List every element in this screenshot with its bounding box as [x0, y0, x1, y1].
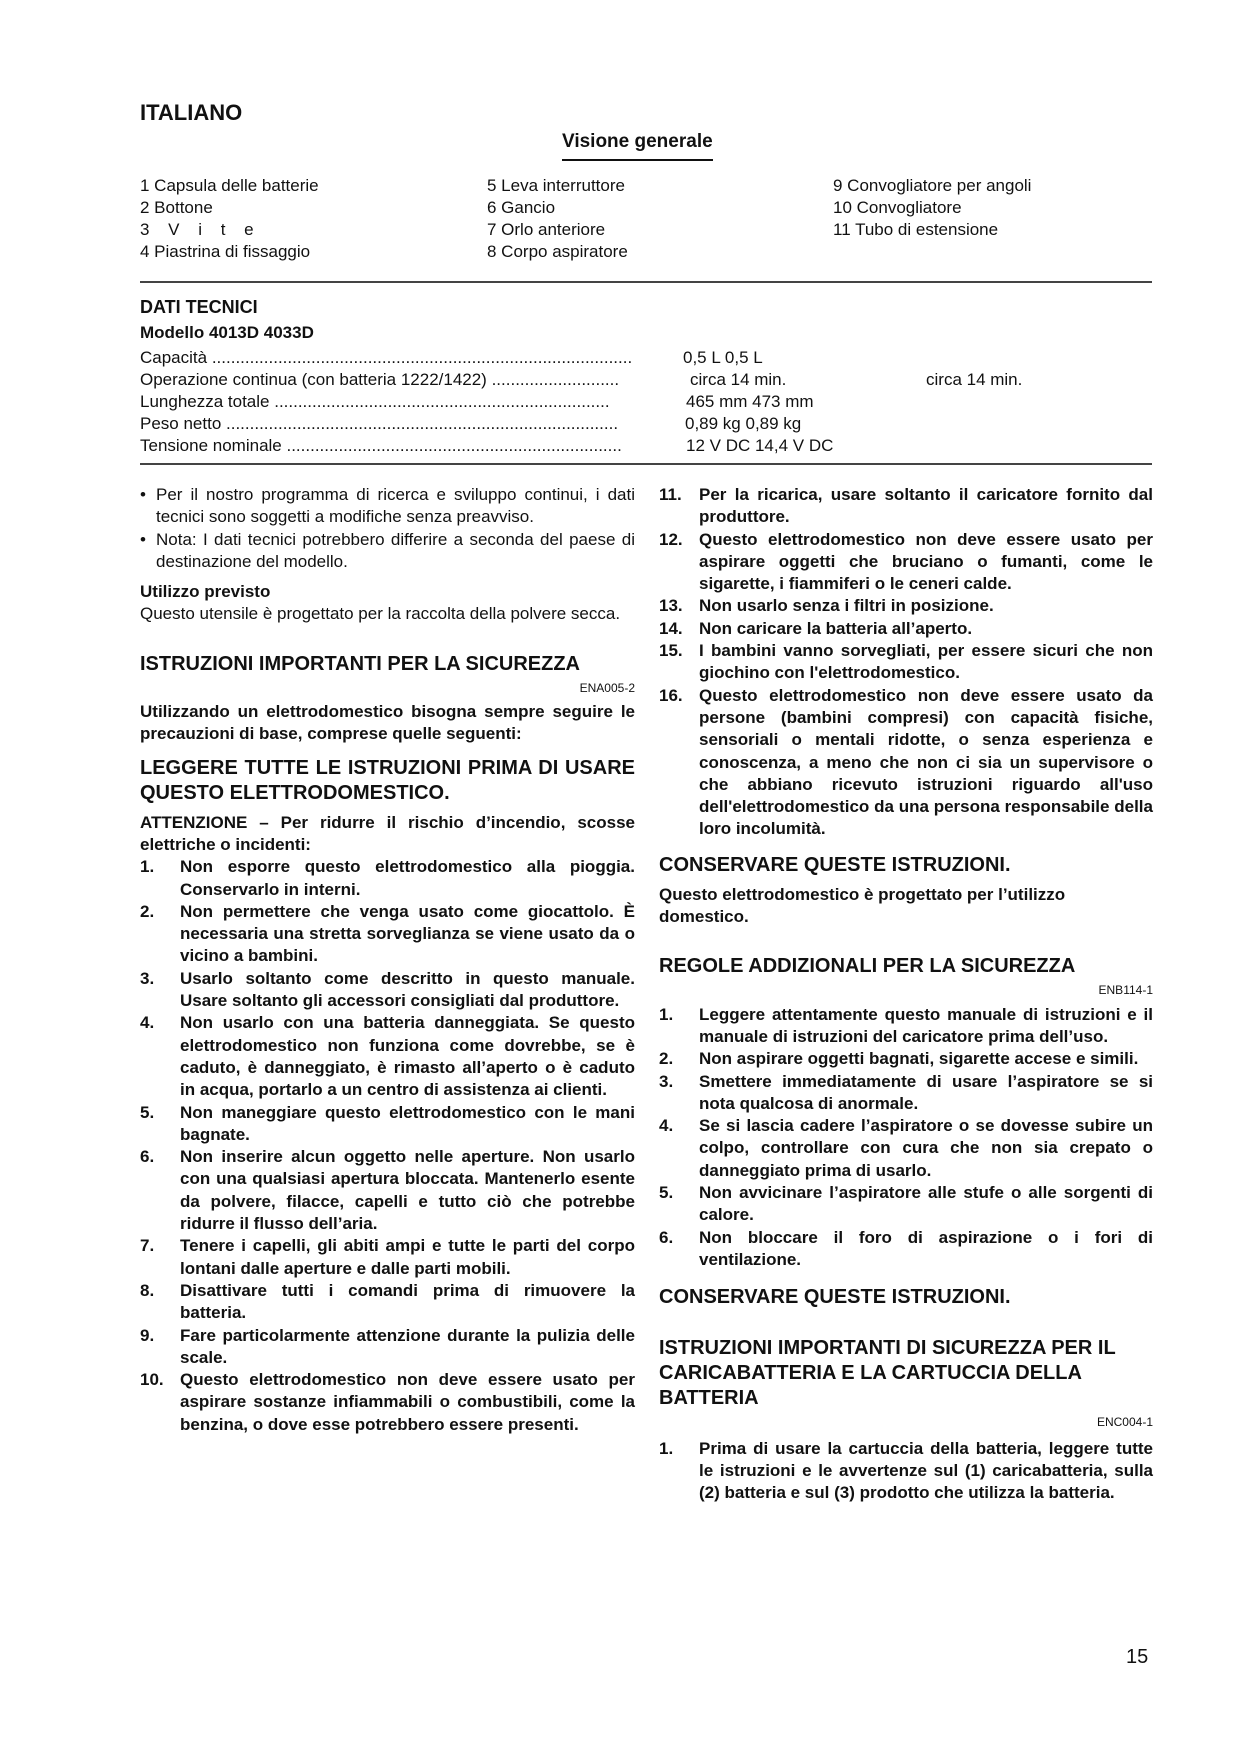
spec-row: Peso netto ................................................................................... 0,89 kg 0,89 kg [140, 414, 802, 433]
list-item: 4. Non usarlo con una batteria danneggiata. Se questo elettrodomestico non funziona come dovrebbe, se è caduto, è danneggiato, è rimasto all’aperto o è caduto in acqua, portarlo a un centro di assistenza ai clienti. [140, 1013, 635, 1100]
part-item: 1 Capsula delle batterie [140, 176, 319, 195]
charger-safety-code: ENC004-1 [1096, 1415, 1153, 1430]
spec-label: Peso netto [140, 414, 227, 433]
part-item: 2 Bottone [140, 198, 213, 217]
part-item: 3 V i t e [140, 220, 254, 239]
list-item: 3. Usarlo soltanto come descritto in questo manuale. Usare soltanto gli accessori consigliati dal produttore. [140, 968, 635, 1011]
right-column [659, 484, 1153, 1504]
safety-title: ISTRUZIONI IMPORTANTI PER LA SICUREZZA [140, 652, 580, 675]
list-item: 9. Fare particolarmente attenzione durante la pulizia delle scale. [140, 1325, 635, 1367]
spec-row: Tensione nominale ....................................................................... 12 V DC 14,4 V DC [140, 436, 834, 455]
list-item: 14. Non caricare la batteria all’aperto. [659, 618, 973, 638]
warning-text: ATTENZIONE – Per ridurre il rischio d’incendio, scosse elettriche o incidenti: [140, 812, 635, 854]
spec-note: • Per il nostro programma di ricerca e sviluppo continui, i dati tecnici sono soggetti a modifiche senza preavviso. [140, 484, 635, 529]
list-item: 10. Questo elettrodomestico non deve essere usato per aspirare sostanze infiammabili o combustibili, come la benzina, o dove esse potrebbero essere presenti. [140, 1370, 635, 1434]
additional-rules-title: REGOLE ADDIZIONALI PER LA SICUREZZA [659, 955, 1076, 978]
spec-label: Lunghezza totale [140, 392, 275, 411]
intended-use-text: Questo utensile è progettato per la raccolta della polvere secca. [140, 604, 621, 624]
read-all-heading: LEGGERE TUTTE LE ISTRUZIONI PRIMA DI USARE QUESTO ELETTRODOMESTICO. [140, 756, 635, 804]
language-heading: ITALIANO [140, 100, 243, 125]
part-item: 6 Gancio [487, 198, 556, 217]
safety-intro: Utilizzando un elettrodomestico bisogna sempre seguire le precauzioni di base, comprese quelle seguenti: [140, 702, 635, 744]
specs-title: DATI TECNICI [140, 297, 258, 317]
spec-label: Operazione continua (con batteria 1222/1422) [140, 370, 492, 389]
spec-value: 0,89 kg 0,89 kg [685, 414, 802, 433]
part-item: 7 Orlo anteriore [487, 220, 606, 239]
list-item: 6. Non inserire alcun oggetto nelle aperture. Non usarlo con una qualsiasi apertura bloccata. Mantenerlo esente da polvere, filacce, capelli e tutto ciò che potrebbe ridurre il flusso dell’aria. [140, 1147, 635, 1234]
overview-title: Visione generale [562, 131, 713, 161]
list-item: 5. Non avvicinare l’aspiratore alle stufe o alle sorgenti di calore. [659, 1183, 1153, 1225]
part-item: 9 Convogliatore per angoli [833, 176, 1032, 195]
divider [140, 281, 1152, 283]
parts-list-col2 [487, 175, 628, 263]
list-item: 2. Non aspirare oggetti bagnati, sigarette accese e simili. [659, 1049, 1139, 1069]
list-item: 7. Tenere i capelli, gli abiti ampi e tutte le parti del corpo lontani dalle aperture e dalle parti mobili. [140, 1236, 635, 1278]
part-item: 5 Leva interruttore [487, 176, 625, 195]
list-item: 3. Smettere immediatamente di usare l’aspiratore se si nota qualcosa di anormale. [659, 1071, 1153, 1113]
spec-row: Lunghezza totale ....................................................................... 465 mm 473 mm [140, 392, 814, 411]
safety-list-continued [659, 484, 1153, 841]
spec-value: circa 14 min. [690, 370, 787, 389]
list-item: 13. Non usarlo senza i filtri in posizione. [659, 596, 994, 616]
left-column [140, 484, 635, 1436]
spec-note: • Nota: I dati tecnici potrebbero differire a seconda del paese di destinazione del modello. [140, 529, 635, 574]
spec-row: Capacità ......................................................................................... 0,5 L 0,5 L [140, 348, 763, 367]
list-item: 1. Leggere attentamente questo manuale di istruzioni e il manuale di istruzioni del caricatore prima dell’uso. [659, 1004, 1153, 1046]
list-item: 1. Non esporre questo elettrodomestico alla pioggia. Conservarlo in interni. [140, 857, 635, 899]
part-item: 10 Convogliatore [833, 198, 962, 217]
spec-value: 12 V DC 14,4 V DC [686, 436, 834, 455]
save-instructions-heading: CONSERVARE QUESTE ISTRUZIONI. [659, 1286, 1011, 1309]
intended-use-title: Utilizzo previsto [140, 582, 271, 602]
spec-value: 0,5 L 0,5 L [683, 348, 763, 367]
spec-extra: circa 14 min. [926, 370, 1023, 389]
divider [140, 463, 1152, 465]
page-number: 15 [1126, 1646, 1149, 1668]
spec-label: Tensione nominale [140, 436, 287, 455]
additional-rules-code: ENB114-1 [1098, 983, 1153, 998]
list-item: 2. Non permettere che venga usato come giocattolo. È necessaria una stretta sorveglianza se viene usato da o vicino a bambini. [140, 901, 635, 966]
list-item: 4. Se si lascia cadere l’aspiratore o se dovesse subire un colpo, controllare con cura che non sia crepato o danneggiato prima di usarlo. [659, 1116, 1153, 1180]
list-item: 6. Non bloccare il foro di aspirazione o i fori di ventilazione. [659, 1227, 1153, 1269]
spec-value: 465 mm 473 mm [686, 392, 814, 411]
parts-list-col3 [833, 175, 1031, 241]
save-instructions-heading: CONSERVARE QUESTE ISTRUZIONI. [659, 853, 1011, 876]
charger-safety-list [659, 1438, 1153, 1505]
spec-row: Operazione continua (con batteria 1222/1422) ........................... circa 14 min. circa 14 min. [140, 370, 1023, 389]
list-item: 12. Questo elettrodomestico non deve essere usato per aspirare oggetti che bruciano o fumanti, come le sigarette, i fiammiferi o le ceneri calde. [659, 529, 1153, 594]
charger-safety-title: ISTRUZIONI IMPORTANTI DI SICUREZZA PER IL CARICABATTERIA E LA CARTUCCIA DELLA BATTERIA [659, 1337, 1116, 1410]
additional-rules-list [659, 1004, 1153, 1272]
list-item: 16. Questo elettrodomestico non deve essere usato da persone (bambini compresi) con capacità fisiche, sensoriali o mentali ridotte, o senza esperienza e conoscenza, a meno che non ci sia un supervisore o che abbiano ricevuto istruzioni riguardo all'uso dell'elettrodomestico da una persona responsabile della loro incolumità. [659, 685, 1153, 839]
parts-list-col1 [140, 175, 319, 263]
list-item: 5. Non maneggiare questo elettrodomestico con le mani bagnate. [140, 1102, 635, 1144]
safety-list [140, 856, 635, 1436]
part-item: 4 Piastrina di fissaggio [140, 242, 311, 261]
list-item: 1. Prima di usare la cartuccia della batteria, leggere tutte le istruzioni e le avvertenze sul (1) caricabatteria, sulla (2) batteria e sul (3) prodotto che utilizza la batteria. [659, 1438, 1153, 1503]
list-item: 8. Disattivare tutti i comandi prima di rimuovere la batteria. [140, 1280, 635, 1323]
list-item: 15. I bambini vanno sorvegliati, per essere sicuri che non giochino con l'elettrodomestico. [659, 641, 1153, 683]
domestic-use-text: Questo elettrodomestico è progettato per l’utilizzo domestico. [659, 884, 1066, 927]
safety-code: ENA005-2 [579, 680, 635, 695]
specs-model-line: Modello 4013D 4033D [140, 323, 314, 342]
part-item: 8 Corpo aspiratore [487, 242, 628, 261]
part-item: 11 Tubo di estensione [833, 220, 999, 239]
list-item: 11. Per la ricarica, usare soltanto il caricatore fornito dal produttore. [659, 485, 1153, 527]
spec-label: Capacità [140, 348, 212, 367]
